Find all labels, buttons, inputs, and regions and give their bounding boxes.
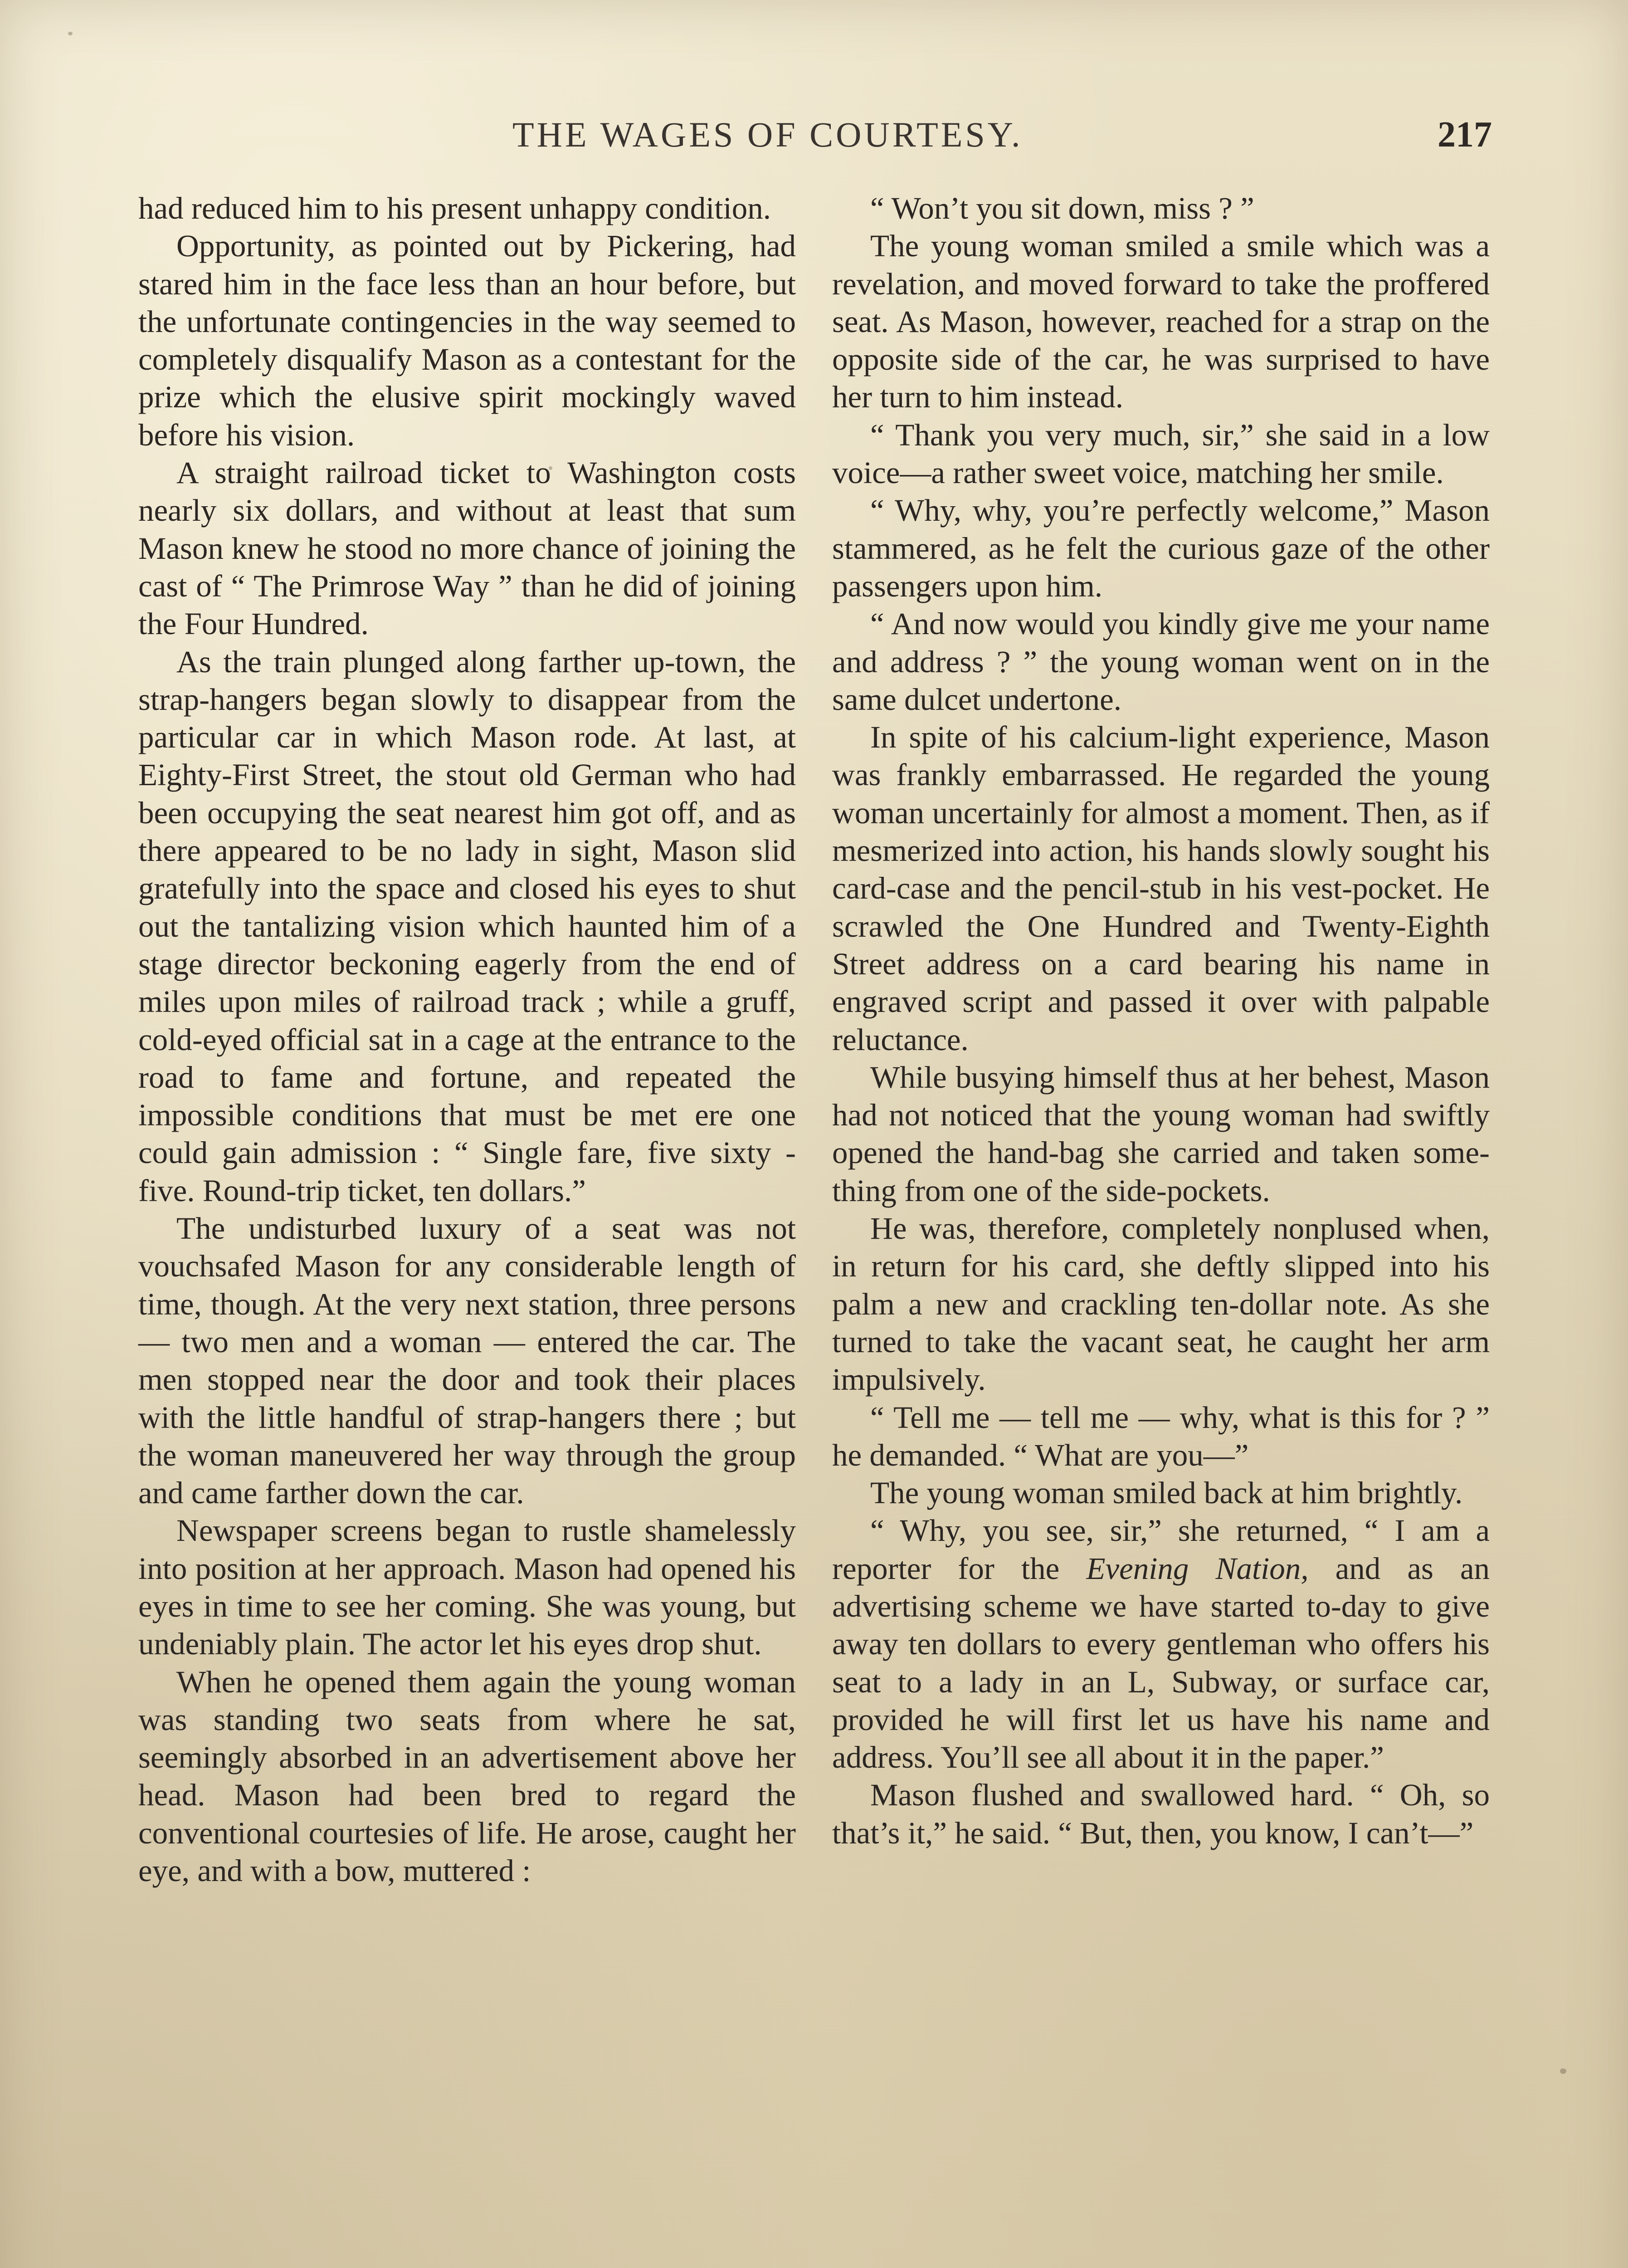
left-column: [138, 190, 796, 1890]
paragraph-reporter: [832, 1512, 1490, 1776]
paragraph: “ Why, why, you’re perfectly welcome,” Mason stammered, as he felt the curious gaze of the other passengers upon him.: [832, 493, 1490, 603]
paragraph: Newspaper screens began to rustle shamelessly into position at her approach. Mason had opened his eyes in time to see her coming. She was young, but undeniably plain. The actor let his eyes drop shut.: [138, 1513, 796, 1662]
paragraph: had reduced him to his present unhappy condition.: [138, 191, 771, 225]
paper-speck: [1560, 2068, 1566, 2074]
paragraph: While busying himself thus at her behest, Mason had not noticed that the young woman had swiftly opened the hand-bag she carried and taken something from one of the side-pockets.: [832, 1060, 1490, 1208]
paragraph: The undisturbed luxury of a seat was not vouchsafed Mason for any considerable length of time, though. At the very next station, three persons — two men and a woman — entered the car. The men stopped near the door and took their places with the little handful of strap-hangers there ; but the woman maneuvered her way through the group and came farther down the car.: [138, 1211, 796, 1510]
paragraph: When he opened them again the young woman was standing two seats from where he sat, seemingly absorbed in an advertisement above her head. Mason had been bred to regard the conventional courtesies of life. He arose, caught her eye, and with a bow, muttered :: [138, 1664, 796, 1888]
paper-speck: [68, 32, 73, 35]
paragraph: “ And now would you kindly give me your name and address ? ” the young woman went on in the same dulcet undertone.: [832, 606, 1490, 717]
right-column: [832, 190, 1490, 1852]
paragraph: He was, therefore, completely nonplused when, in return for his card, she deftly slipped into his palm a new and crackling ten-dollar note. As she turned to take the vacant seat, he caught her arm impulsively.: [832, 1211, 1490, 1397]
reporter-text-after: and as an advertising scheme we have started to-day to give away ten dollars to every gentleman who offers his seat to a lady in an L, Subway, or surface car, provided he will first let us have his name and address. You’ll see all about it in the paper.”: [832, 1551, 1490, 1775]
paragraph: The young woman smiled back at him brightly.: [870, 1476, 1463, 1510]
paragraph: Opportunity, as pointed out by Pickering, had stared him in the face less than an hour before, but the unfortunate contingencies in the way seemed to completely disqualify Mason as a contestant for the prize which the elusive spirit mockingly waved before his vision.: [138, 229, 796, 452]
page-number: 217: [1438, 115, 1492, 155]
paragraph: In spite of his calcium-light experience, Mason was frankly embarrassed. He regarded the young woman uncertainly for almost a moment. Then, as if mesmerized into action, his hands slowly sought his card-case and the pencil-stub in his vest-pocket. He scrawled the One Hundred and Twenty-Eighth Street address on a card bearing his name in engraved script and passed it over with palpable reluctance.: [832, 720, 1490, 1057]
newspaper-name: Evening Nation,: [1086, 1551, 1309, 1586]
paragraph: Mason flushed and swallowed hard. “ Oh, so that’s it,” he said. “ But, then, you know, I can’t—”: [832, 1778, 1490, 1850]
paragraph: A straight railroad ticket to Washington costs nearly six dollars, and without at least that sum Mason knew he stood no more chance of joining the cast of “ The Primrose Way ” than he did of joining the Four Hundred.: [138, 455, 796, 641]
paragraph: “ Tell me — tell me — why, what is this for ? ” he demanded. “ What are you—”: [832, 1400, 1490, 1472]
paragraph: “ Thank you very much, sir,” she said in a low voice—a rather sweet voice, matching her smile.: [832, 417, 1490, 490]
running-title: THE WAGES OF COURTESY.: [512, 115, 1023, 154]
paragraph: The young woman smiled a smile which was a revelation, and moved forward to take the proffered seat. As Mason, however, reached for a strap on the opposite side of the car, he was surprised to have her turn to him instead.: [832, 229, 1490, 415]
paragraph: “ Won’t you sit down, miss ? ”: [870, 191, 1254, 225]
reporter-text-before: “ Why, you see, sir,” she returned, “ I am a reporter for the: [832, 1513, 1490, 1586]
running-head: [136, 114, 1492, 160]
paper-speck: [549, 466, 552, 470]
paragraph: As the train plunged along farther up-town, the strap-hangers began slowly to disappear from the particular car in which Mason rode. At last, at Eighty-First Street, the stout old German who had been occupying the seat nearest him got off, and as there appeared to be no lady in sight, Mason slid gratefully into the space and closed his eyes to shut out the tantalizing vision which haunted him of a stage director beckoning eagerly from the end of miles upon miles of railroad track ; while a gruff, cold-eyed official sat in a cage at the entrance to the road to fame and fortune, and repeated the impossible conditions that must be met ere one could gain admission : “ Single fare, five sixty - five. Round-trip ticket, ten dollars.”: [138, 644, 796, 1208]
